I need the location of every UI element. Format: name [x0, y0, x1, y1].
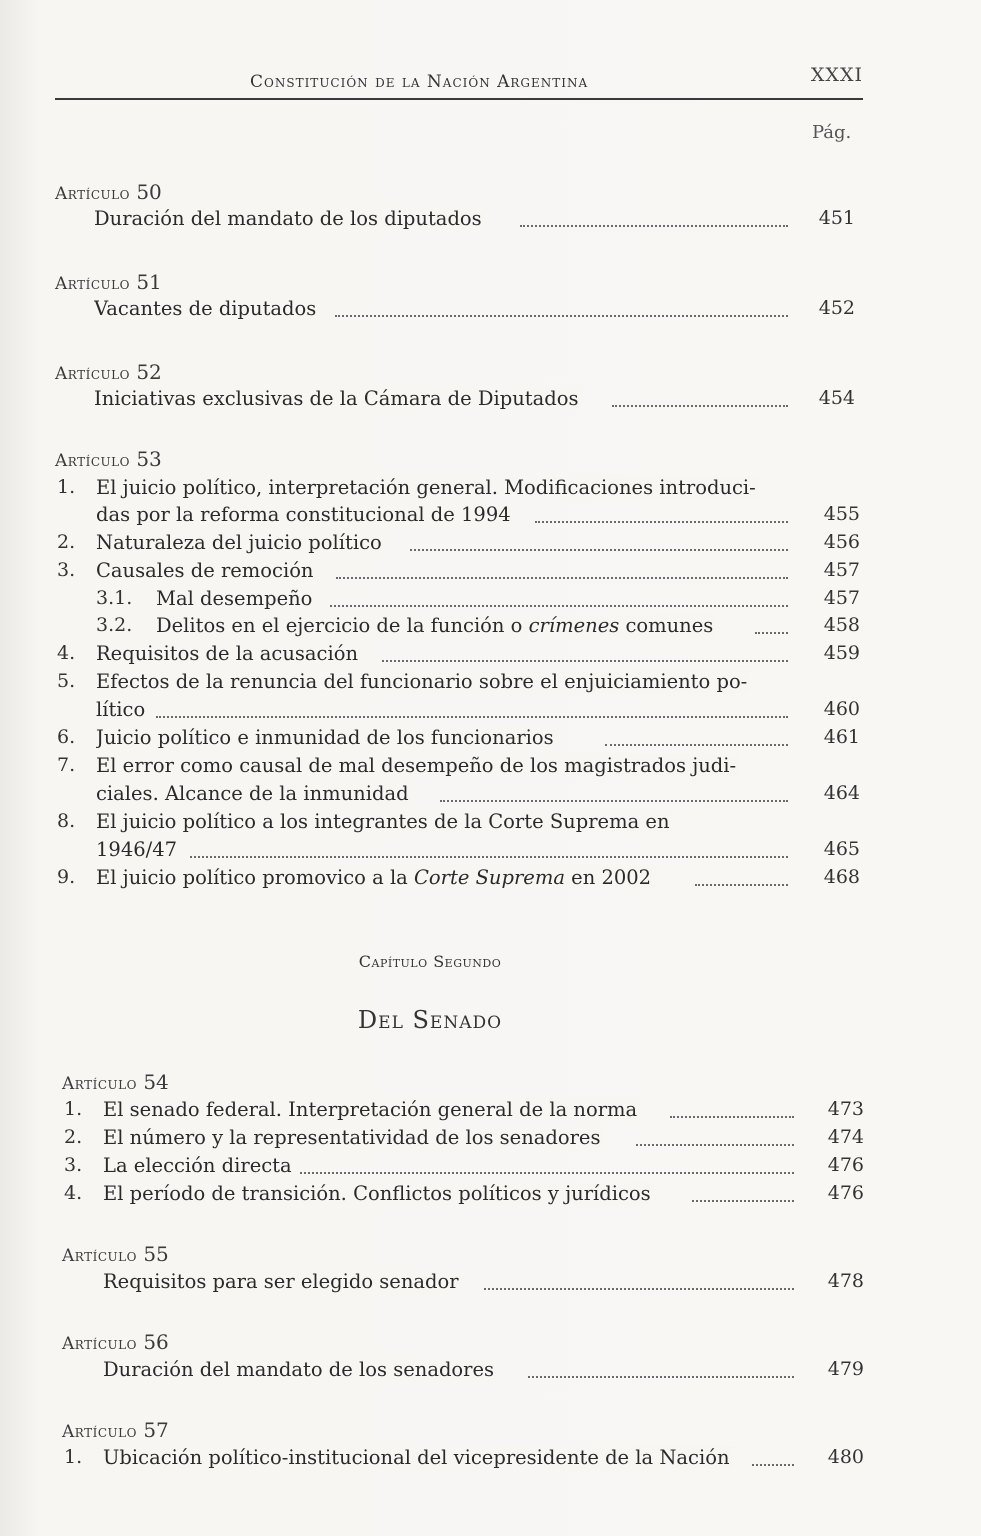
entry-title: El juicio político promovico a la [96, 866, 415, 889]
entry-title-italic: crímenes [528, 614, 620, 637]
leader-dots [440, 800, 788, 802]
toc-entry [0, 531, 981, 559]
entry-title: Ubicación político-institucional del vicepresidente de la Nación [103, 1446, 733, 1469]
article-heading-55: Artículo 55 [62, 1242, 169, 1266]
article-heading-56: Artículo 56 [62, 1330, 169, 1354]
toc-entry [0, 297, 981, 325]
toc-entry [0, 1098, 981, 1126]
entry-title: Efectos de la renuncia del funcionario sobre el enjuiciamiento po- [96, 670, 750, 693]
toc-entry [0, 670, 981, 698]
entry-page: 473 [827, 1098, 864, 1120]
running-title: Constitución de la Nación Argentina [250, 72, 589, 92]
toc-entry [0, 726, 981, 754]
entry-number: 3.2. [96, 614, 133, 636]
chapter-label: Capítulo Segundo [358, 952, 502, 971]
toc-entry [0, 1182, 981, 1210]
entry-page: 458 [823, 614, 860, 636]
leader-dots [410, 549, 788, 551]
entry-number: 2. [57, 531, 76, 553]
entry-page: 476 [827, 1182, 864, 1204]
entry-page: 464 [823, 782, 860, 804]
toc-entry-continuation [0, 782, 981, 810]
leader-dots [336, 577, 788, 579]
toc-entry [0, 476, 981, 504]
leader-dots [670, 1116, 794, 1118]
toc-entry [0, 559, 981, 587]
entry-page: 474 [827, 1126, 864, 1148]
toc-entry [0, 810, 981, 838]
toc-entry [0, 866, 981, 894]
leader-dots [190, 856, 788, 858]
entry-title: El período de transición. Conflictos políticos y jurídicos [103, 1182, 654, 1205]
leader-dots [695, 884, 788, 886]
entry-title: El número y la representatividad de los senadores [103, 1126, 603, 1149]
leader-dots [692, 1200, 794, 1202]
entry-page: 456 [823, 531, 860, 553]
entry-title-end: comunes [619, 614, 714, 637]
entry-page: 460 [823, 698, 860, 720]
toc-entry [0, 614, 981, 642]
toc-entry [0, 1446, 981, 1474]
entry-number: 6. [57, 726, 76, 748]
entry-title: Juicio político e inmunidad de los funcionarios [96, 726, 557, 749]
entry-page: 457 [823, 559, 860, 581]
article-heading-54: Artículo 54 [62, 1070, 169, 1094]
entry-page: 465 [823, 838, 860, 860]
entry-title-continued: lítico [96, 698, 148, 721]
entry-title: Delitos en el ejercicio de la función o [156, 614, 529, 637]
toc-entry-continuation [0, 698, 981, 726]
entry-title: Causales de remoción [96, 559, 317, 582]
leader-dots [484, 1288, 794, 1290]
entry-page: 451 [818, 207, 855, 229]
leader-dots [330, 605, 788, 607]
entry-title-continued: 1946/47 [96, 838, 180, 861]
leader-dots [535, 521, 788, 523]
entry-title: El error como causal de mal desempeño de los magistrados judi- [96, 754, 739, 777]
article-heading-51: Artículo 51 [55, 270, 162, 294]
page-column-label: Pág. [812, 122, 852, 143]
toc-entry [0, 387, 981, 415]
article-heading-50: Artículo 50 [55, 180, 162, 204]
entry-number: 1. [64, 1446, 83, 1468]
leader-dots [382, 660, 788, 662]
entry-number: 3. [64, 1154, 83, 1176]
leader-dots [612, 405, 788, 407]
leader-dots [755, 632, 788, 634]
entry-title: Naturaleza del juicio político [96, 531, 385, 554]
entry-number: 1. [57, 476, 76, 498]
entry-page: 478 [827, 1270, 864, 1292]
entry-page: 468 [823, 866, 860, 888]
page-number: XXXI [810, 64, 863, 86]
article-heading-57: Artículo 57 [62, 1418, 169, 1442]
entry-page: 454 [818, 387, 855, 409]
leader-dots [335, 315, 788, 317]
toc-entry [0, 754, 981, 782]
entry-title: Vacantes de diputados [94, 297, 319, 320]
leader-dots [300, 1172, 794, 1174]
entry-number: 3.1. [96, 587, 133, 609]
entry-title: Requisitos de la acusación [96, 642, 361, 665]
entry-page: 476 [827, 1154, 864, 1176]
article-heading-52: Artículo 52 [55, 360, 162, 384]
entry-title: El senado federal. Interpretación general de la norma [103, 1098, 640, 1121]
toc-entry [0, 1270, 981, 1298]
entry-title-continued: das por la reforma constitucional de 1994 [96, 503, 514, 526]
entry-number: 4. [64, 1182, 83, 1204]
leader-dots [752, 1464, 794, 1466]
toc-entry [0, 207, 981, 235]
entry-page: 461 [823, 726, 860, 748]
entry-title: Duración del mandato de los diputados [94, 207, 485, 230]
toc-entry-continuation [0, 503, 981, 531]
toc-entry [0, 587, 981, 615]
leader-dots [636, 1144, 794, 1146]
leader-dots [156, 716, 788, 718]
entry-title: La elección directa [103, 1154, 295, 1177]
article-heading-53: Artículo 53 [55, 447, 162, 471]
entry-title-end: en 2002 [564, 866, 652, 889]
entry-number: 8. [57, 810, 76, 832]
toc-entry [0, 1358, 981, 1386]
entry-page: 457 [823, 587, 860, 609]
running-header [55, 62, 863, 100]
entry-number: 1. [64, 1098, 83, 1120]
entry-number: 5. [57, 670, 76, 692]
entry-title-continued: ciales. Alcance de la inmunidad [96, 782, 412, 805]
toc-entry [0, 1126, 981, 1154]
leader-dots [520, 225, 788, 227]
entry-number: 4. [57, 642, 76, 664]
toc-entry [0, 1154, 981, 1182]
entry-title-italic: Corte Suprema [414, 866, 565, 889]
entry-page: 480 [827, 1446, 864, 1468]
entry-number: 7. [57, 754, 76, 776]
entry-title: El juicio político, interpretación general. Modificaciones introduci- [96, 476, 759, 499]
chapter-title: Del Senado [357, 1006, 503, 1034]
entry-title: El juicio político a los integrantes de la Corte Suprema en [96, 810, 673, 833]
entry-number: 3. [57, 559, 76, 581]
entry-title: Mal desempeño [156, 587, 315, 610]
entry-number: 9. [57, 866, 76, 888]
entry-title: Requisitos para ser elegido senador [103, 1270, 462, 1293]
entry-page: 479 [827, 1358, 864, 1380]
entry-page: 455 [823, 503, 860, 525]
leader-dots [528, 1376, 794, 1378]
leader-dots [605, 744, 788, 746]
entry-page: 452 [818, 297, 855, 319]
entry-number: 2. [64, 1126, 83, 1148]
toc-entry [0, 642, 981, 670]
entry-title: Duración del mandato de los senadores [103, 1358, 497, 1381]
entry-page: 459 [823, 642, 860, 664]
entry-title: Iniciativas exclusivas de la Cámara de Diputados [94, 387, 581, 410]
toc-entry-continuation [0, 838, 981, 866]
